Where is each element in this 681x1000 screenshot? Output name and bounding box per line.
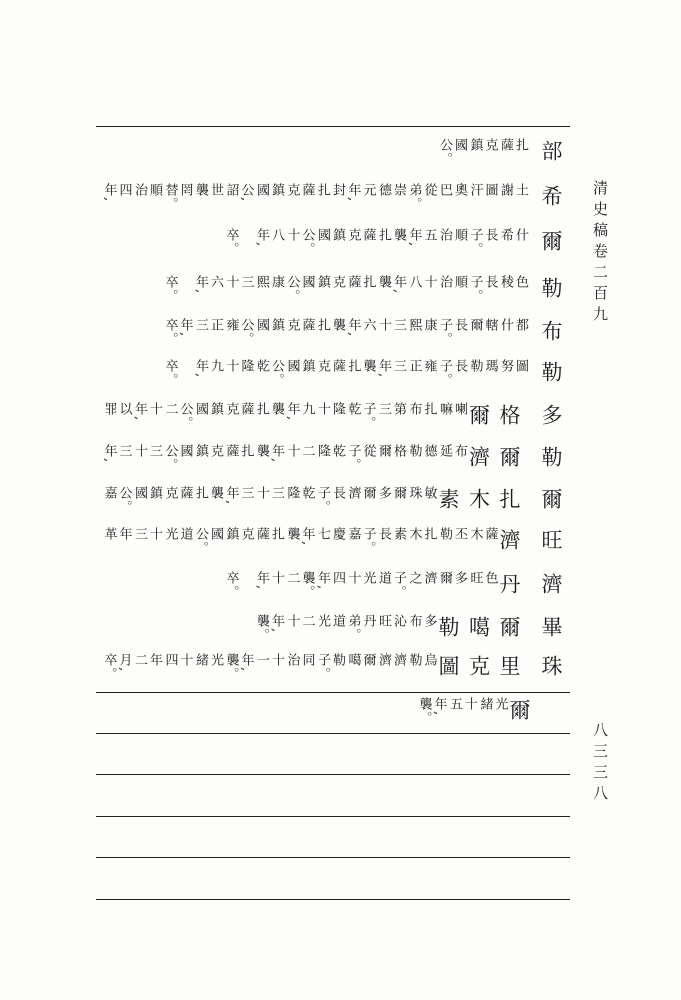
table-cell: 隆 十 — [315, 402, 345, 416]
table-cell: 丹 — [497, 573, 521, 598]
table-cell: 德 勒 — [406, 444, 437, 458]
table-cell: 年, 襲。 — [254, 614, 284, 642]
table-cell: 薩 克 — [315, 359, 345, 373]
table-cell: 卒。 — [162, 359, 178, 387]
table-cell: 格 — [497, 404, 521, 429]
table-cell: 公。 嘉 — [101, 486, 132, 514]
table-cell: 鎮 國 — [315, 228, 345, 242]
table-cell: 康 熙 — [406, 318, 437, 332]
table-cell: 公。 雍 — [223, 318, 254, 346]
row-heading: 勒 — [539, 277, 563, 302]
table-cell: 鎮 國 — [132, 486, 162, 500]
table-cell: 公。 二 — [162, 402, 193, 430]
row-heading: 勒 — [539, 446, 563, 471]
table-cell: 丕 勒 — [437, 527, 467, 541]
table-cell: 二 十 — [284, 614, 315, 628]
table-cell: 正 三 — [193, 318, 223, 332]
table-cell: 道 光 — [315, 614, 345, 628]
table-cell: 以 罪 — [101, 402, 132, 416]
table-cell: 子。 道 — [376, 571, 406, 599]
table-cell: 薩 克 — [345, 228, 376, 242]
table-rule — [96, 816, 570, 817]
table-cell: 國 公。 — [284, 275, 315, 303]
table-cell: 什 希 — [498, 228, 528, 242]
table-cell: 多 布 — [406, 614, 437, 628]
table-cell: 襲 扎 — [193, 486, 223, 500]
table-cell: 襲 扎 — [315, 318, 345, 332]
table-cell: 長 子。 — [315, 486, 345, 514]
table-cell: 三 年, — [376, 359, 406, 379]
table-cell: 三 十 — [223, 275, 254, 289]
page-number: 八三三八 — [591, 722, 609, 806]
table-cell: 三 年, — [223, 486, 254, 506]
table-cell: 道 光 — [162, 527, 193, 541]
table-cell: 襲 扎 — [345, 359, 376, 373]
table-cell: 二 十 — [284, 444, 315, 458]
table-cell: 木 — [466, 488, 491, 513]
row-heading: 爾 — [539, 488, 563, 513]
table-cell: 隆 十 — [223, 359, 254, 373]
table-cell: 順 治 — [437, 228, 467, 242]
table-cell: 子。 乾 — [345, 402, 376, 430]
table-cell: 三 年, — [101, 444, 132, 464]
table-cell: 扎 — [497, 488, 521, 513]
table-cell: 十 四 — [162, 653, 193, 667]
table-cell: 爾 — [497, 616, 521, 641]
table-cell: 同 治 — [284, 653, 315, 667]
table-cell: 第 三 — [376, 402, 406, 416]
table-cell: 爾 — [507, 699, 531, 724]
table-cell: 里 — [497, 655, 521, 680]
table-cell: 六 年, — [193, 275, 223, 295]
table-cell: 公。 十 — [284, 228, 315, 256]
table-cell: 罔 替。 — [162, 183, 193, 211]
table-cell: 國 公。 — [437, 138, 467, 166]
table-cell: 薩 克 — [223, 402, 254, 416]
row-heading: 勒 — [539, 361, 563, 386]
table-cell: 雍 正 — [406, 359, 437, 373]
table-cell: 薩 木 — [467, 527, 498, 541]
table-cell: 圖 汗 — [467, 183, 498, 197]
table-cell: 扎 薩 — [254, 527, 284, 541]
table-cell: 土 謝 — [498, 183, 528, 197]
table-cell: 克 鎮 — [193, 444, 223, 458]
table-cell: 九 年, — [193, 359, 223, 379]
table-cell: 卒。 — [162, 275, 178, 303]
table-cell: 長 子。 — [467, 228, 498, 256]
table-cell: 薩 克 — [162, 486, 193, 500]
table-cell: 十 年, — [254, 571, 284, 591]
row-heading: 珠 — [539, 655, 563, 680]
table-cell: 爾 — [466, 404, 491, 429]
table-cell: 順 治 — [132, 183, 162, 197]
table-cell: 世 襲 — [193, 183, 223, 197]
table-cell: 元 年, — [345, 183, 376, 203]
row-heading: 濟 — [539, 573, 563, 598]
table-cell: 從 子。 — [345, 444, 376, 472]
table-cell: 十 年, — [132, 402, 162, 422]
table-cell: 薩 克 — [284, 183, 315, 197]
row-heading: 畢 — [539, 616, 563, 641]
table-cell: 扎 薩 — [498, 138, 528, 152]
table-cell: 封 扎 — [315, 183, 345, 197]
table-cell: 光 十 — [345, 571, 376, 585]
table-cell: 濟 — [466, 446, 491, 471]
table-cell: 扎 薩 — [345, 275, 376, 289]
table-cell: 勒 — [436, 616, 460, 641]
table-cell: 勒 子。 — [315, 653, 345, 681]
table-cell: 克 鎮 — [223, 527, 254, 541]
table-cell: 格 爾 — [376, 444, 406, 458]
table-cell: 克 鎮 — [315, 275, 345, 289]
table-cell: 鎮 國 — [254, 183, 284, 197]
book-title: 清史稿卷二百九 — [591, 180, 609, 327]
table-cell: 薩 克 — [284, 318, 315, 332]
table-cell: 五 年, — [406, 228, 437, 248]
table-cell: 年, 襲 — [284, 527, 315, 547]
table-rule — [96, 857, 570, 858]
table-cell: 長 子。 — [467, 275, 498, 303]
table-cell: 噶 — [466, 616, 491, 641]
table-cell: 克 鎮 — [467, 138, 498, 152]
table-cell: 四 年, — [101, 183, 132, 203]
table-rule — [96, 126, 570, 127]
table-cell: 順 治 — [437, 275, 467, 289]
table-cell: 襲 扎 — [376, 228, 406, 242]
table-cell: 鎮 國 — [284, 359, 315, 373]
table-cell: 年, 卒。 — [162, 318, 193, 346]
table-cell: 扎 薩 — [223, 444, 254, 458]
table-cell: 三 十 — [132, 444, 162, 458]
table-cell: 九 年, — [284, 402, 315, 422]
table-cell: 圖 — [436, 655, 460, 680]
table-cell: 光 緒 — [477, 697, 508, 711]
table-cell: 襲。 二 — [284, 571, 315, 599]
table-cell: 年, 襲 — [254, 444, 284, 464]
table-cell: 烏 勒 — [406, 653, 437, 667]
table-cell: 素 — [436, 488, 460, 513]
table-cell: 康 熙 — [254, 275, 284, 289]
table-cell: 子。 嘉 — [345, 527, 376, 555]
table-cell: 鎮 國 — [254, 318, 284, 332]
table-cell: 多 爾 — [437, 571, 467, 585]
table-cell: 十 八 — [406, 275, 437, 289]
table-cell: 奧 巴 — [437, 183, 467, 197]
table-cell: 襲 扎 — [254, 402, 284, 416]
table-cell: 布 延 — [437, 444, 467, 458]
table-cell: 濟 之 — [406, 571, 437, 585]
row-heading: 布 — [539, 320, 563, 345]
table-cell: 克 — [466, 655, 491, 680]
table-cell: 公。 乾 — [254, 359, 284, 387]
table-cell: 八 年, — [254, 228, 284, 248]
table-cell: 十 一 — [254, 653, 284, 667]
table-cell: 卒。 — [223, 571, 239, 599]
table-cell: 敏 珠 — [406, 486, 437, 500]
table-rule — [96, 733, 570, 734]
table-cell: 扎 布 — [406, 402, 437, 416]
table-cell: 鎮 國 — [193, 402, 223, 416]
table-cell: 爾 噶 — [345, 653, 376, 667]
table-cell: 從 弟。 — [406, 183, 437, 211]
table-cell: 喇 嘛 — [437, 402, 467, 416]
table-cell: 六 年, — [345, 318, 376, 338]
table-cell: 十 五 — [447, 697, 477, 711]
table-cell: 崇 德 — [376, 183, 406, 197]
table-rule — [96, 899, 570, 900]
table-cell: 乾 隆 — [315, 444, 345, 458]
row-heading: 多 — [539, 404, 563, 429]
table-cell: 沁 旺 — [376, 614, 406, 628]
table-cell: 國 公。 — [193, 527, 223, 555]
table-cell: 爾 濟 — [345, 486, 376, 500]
table-cell: 乾 隆 — [284, 486, 315, 500]
table-cell: 濟 — [497, 529, 521, 554]
table-cell: 丹 弟。 — [345, 614, 376, 642]
table-cell: 濟 濟 — [376, 653, 406, 667]
table-rule — [96, 774, 570, 775]
table-cell: 色 旺 — [467, 571, 498, 585]
table-cell: 四 年, — [315, 571, 345, 591]
table-cell: 圖 努 — [498, 359, 528, 373]
table-cell: 慶 七 — [315, 527, 345, 541]
table-cell: 轄 爾 — [467, 318, 498, 332]
table-cell: 三 十 — [376, 318, 406, 332]
table-cell: 月, 卒。 — [101, 653, 132, 681]
table-cell: 色 稜 — [498, 275, 528, 289]
table-cell: 扎 木 — [406, 527, 437, 541]
table-cell: 年 革 — [101, 527, 132, 541]
table-cell: 光 緒 — [193, 653, 223, 667]
row-heading: 希 — [539, 185, 563, 210]
table-cell: 爾 — [497, 446, 521, 471]
row-heading: 旺 — [539, 529, 563, 554]
table-cell: 爾 多 — [376, 486, 406, 500]
table-cell: 年, 襲。 — [223, 653, 254, 681]
row-heading: 部 — [539, 140, 563, 165]
table-cell: 十 三 — [132, 527, 162, 541]
row-heading: 爾 — [539, 230, 563, 255]
table-cell: 長 子。 — [437, 318, 467, 346]
table-cell: 瑪 勒 — [467, 359, 498, 373]
table-cell: 年 二 — [132, 653, 162, 667]
table-cell: 國 公。 — [162, 444, 193, 472]
table-cell: 三 十 — [254, 486, 284, 500]
table-cell: 年, 襲 — [376, 275, 406, 295]
table-cell: 都 什 — [498, 318, 528, 332]
table-cell: 素 長 — [376, 527, 406, 541]
table-cell: 卒。 — [223, 228, 239, 256]
table-rule — [96, 692, 570, 693]
table-cell: 年, 襲。 — [416, 697, 447, 725]
table-cell: 公, 詔 — [223, 183, 254, 203]
table-cell: 長 子。 — [437, 359, 467, 387]
